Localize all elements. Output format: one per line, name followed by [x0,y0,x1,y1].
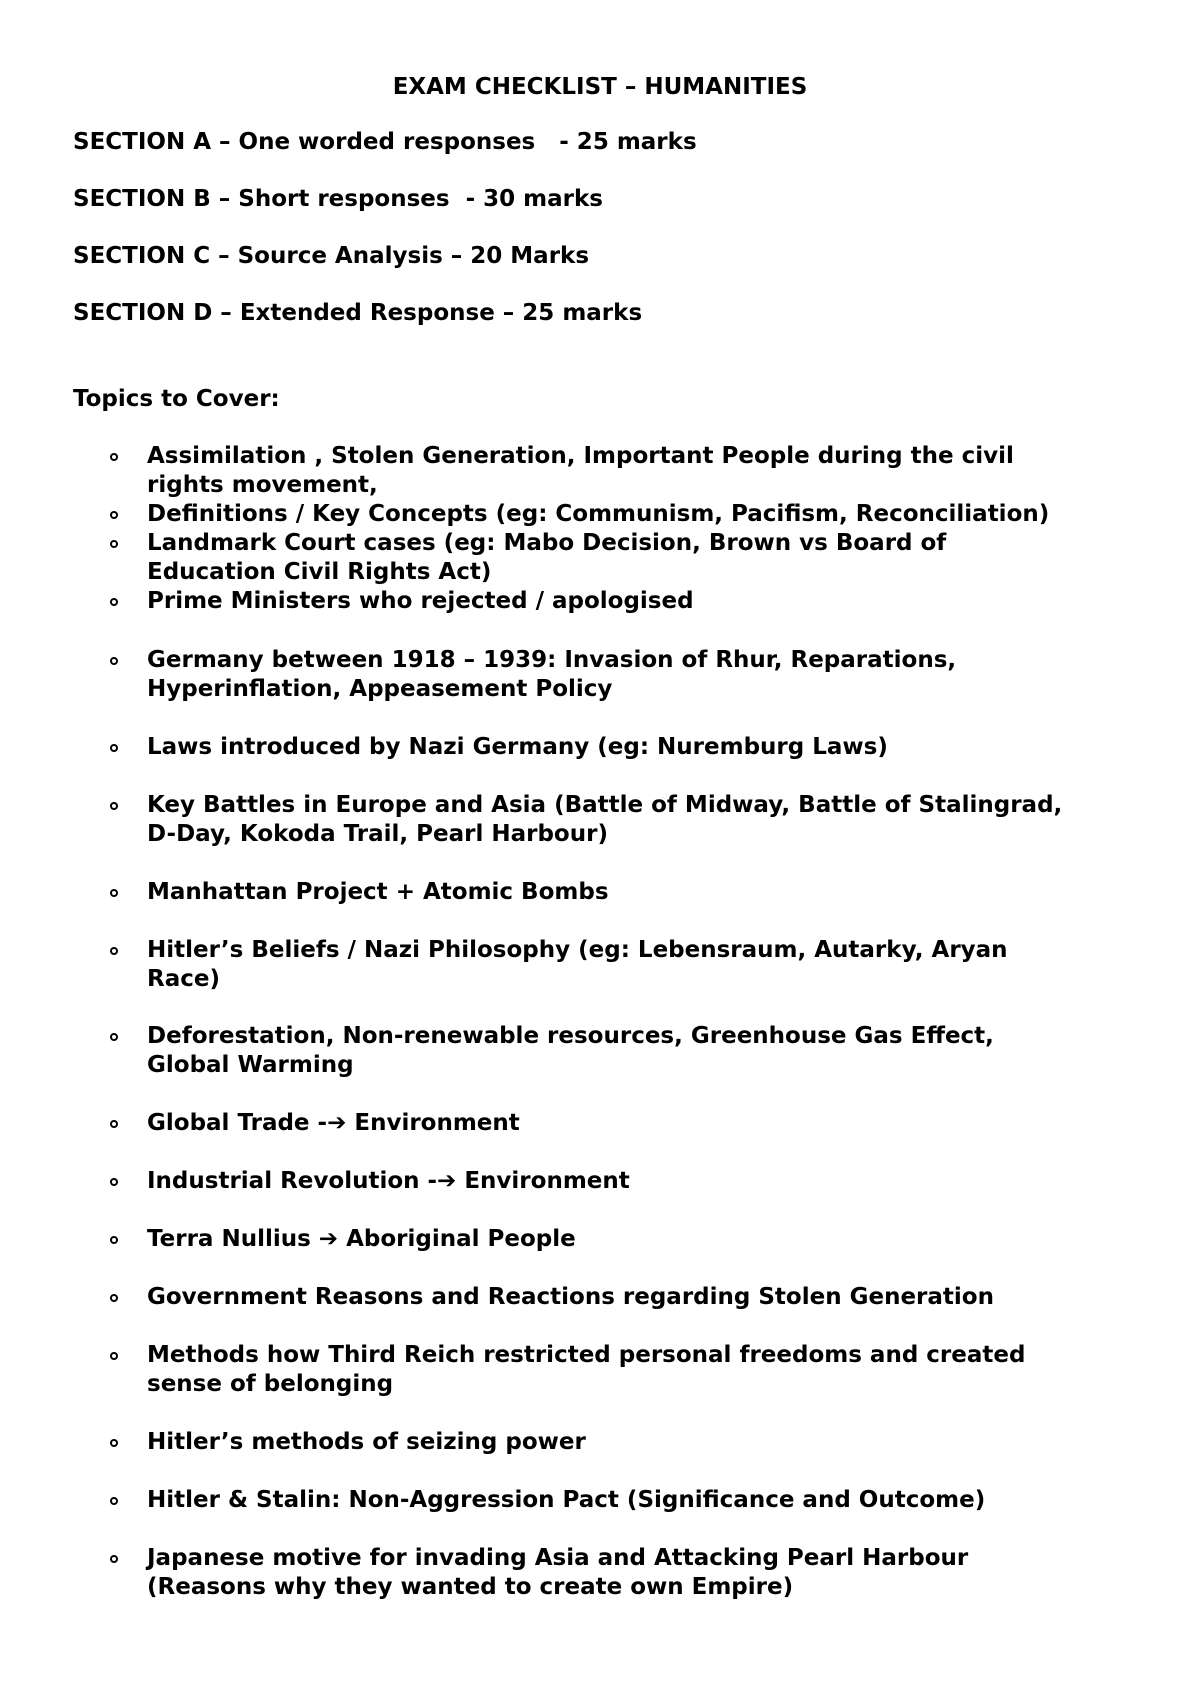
hollow-bullet-icon [110,1033,118,1041]
hollow-bullet-icon [110,889,118,897]
topic-text: Global Trade -➔ Environment [147,1110,520,1136]
topic-text: Prime Ministers who rejected / apologised [147,588,694,614]
topic-text: Assimilation , Stolen Generation, Important People during the civil rights movement, [147,443,1014,498]
hollow-bullet-icon [110,1439,118,1447]
document-title: EXAM CHECKLIST – HUMANITIES [392,74,808,100]
hollow-bullet-icon [110,802,118,810]
topic-item [110,587,1130,616]
topic-item [110,1167,1130,1196]
topic-item [110,733,1130,762]
topic-text: Laws introduced by Nazi Germany (eg: Nuremburg Laws) [147,734,888,760]
topic-item [110,1341,1130,1399]
hollow-bullet-icon [110,947,118,955]
hollow-bullet-icon [110,453,118,461]
topic-item [110,1109,1130,1138]
topic-text: Manhattan Project + Atomic Bombs [147,879,609,905]
hollow-bullet-icon [110,1294,118,1302]
topic-item [110,1283,1130,1312]
hollow-bullet-icon [110,657,118,665]
topic-text: Definitions / Key Concepts (eg: Communism, Pacifism, Reconciliation) [147,501,1050,527]
section-d-line: SECTION D – Extended Response – 25 marks [73,300,643,326]
topic-text: Key Battles in Europe and Asia (Battle of Midway, Battle of Stalingrad, D-Day, Kokoda Trail, Pearl Harbour) [147,792,1063,847]
topics-heading: Topics to Cover: [73,386,280,412]
topic-item [110,1486,1130,1515]
topic-item [110,529,1130,587]
topic-item [110,1428,1130,1457]
topic-text: Terra Nullius ➔ Aboriginal People [147,1226,576,1252]
section-a-line: SECTION A – One worded responses - 25 marks [73,129,697,155]
hollow-bullet-icon [110,598,118,606]
topic-text: Hitler & Stalin: Non-Aggression Pact (Significance and Outcome) [147,1487,986,1513]
topic-text: Japanese motive for invading Asia and Attacking Pearl Harbour (Reasons why they wanted to create own Empire) [147,1545,969,1600]
topic-text: Government Reasons and Reactions regarding Stolen Generation [147,1284,994,1310]
topic-text: Landmark Court cases (eg: Mabo Decision, Brown vs Board of Education Civil Rights Act) [147,530,947,585]
hollow-bullet-icon [110,1178,118,1186]
topic-item [110,500,1130,529]
topic-item [110,646,1130,704]
topic-item [110,878,1130,907]
topic-item [110,442,1130,500]
topic-item [110,1225,1130,1254]
hollow-bullet-icon [110,1236,118,1244]
topic-text: Germany between 1918 – 1939: Invasion of Rhur, Reparations, Hyperinflation, Appeasement Policy [147,647,957,702]
hollow-bullet-icon [110,1555,118,1563]
section-b-line: SECTION B – Short responses - 30 marks [73,186,603,212]
topic-item [110,936,1130,994]
hollow-bullet-icon [110,1497,118,1505]
topic-text: Hitler’s Beliefs / Nazi Philosophy (eg: Lebensraum, Autarky, Aryan Race) [147,937,1008,992]
topic-text: Industrial Revolution -➔ Environment [147,1168,630,1194]
hollow-bullet-icon [110,1352,118,1360]
hollow-bullet-icon [110,540,118,548]
hollow-bullet-icon [110,1120,118,1128]
hollow-bullet-icon [110,511,118,519]
section-c-line: SECTION C – Source Analysis – 20 Marks [73,243,590,269]
topic-text: Methods how Third Reich restricted personal freedoms and created sense of belonging [147,1342,1026,1397]
topic-text: Hitler’s methods of seizing power [147,1429,586,1455]
topic-text: Deforestation, Non-renewable resources, Greenhouse Gas Effect, Global Warming [147,1023,994,1078]
hollow-bullet-icon [110,744,118,752]
topic-item [110,1544,1130,1602]
topic-item [110,1022,1130,1080]
topic-item [110,791,1130,849]
